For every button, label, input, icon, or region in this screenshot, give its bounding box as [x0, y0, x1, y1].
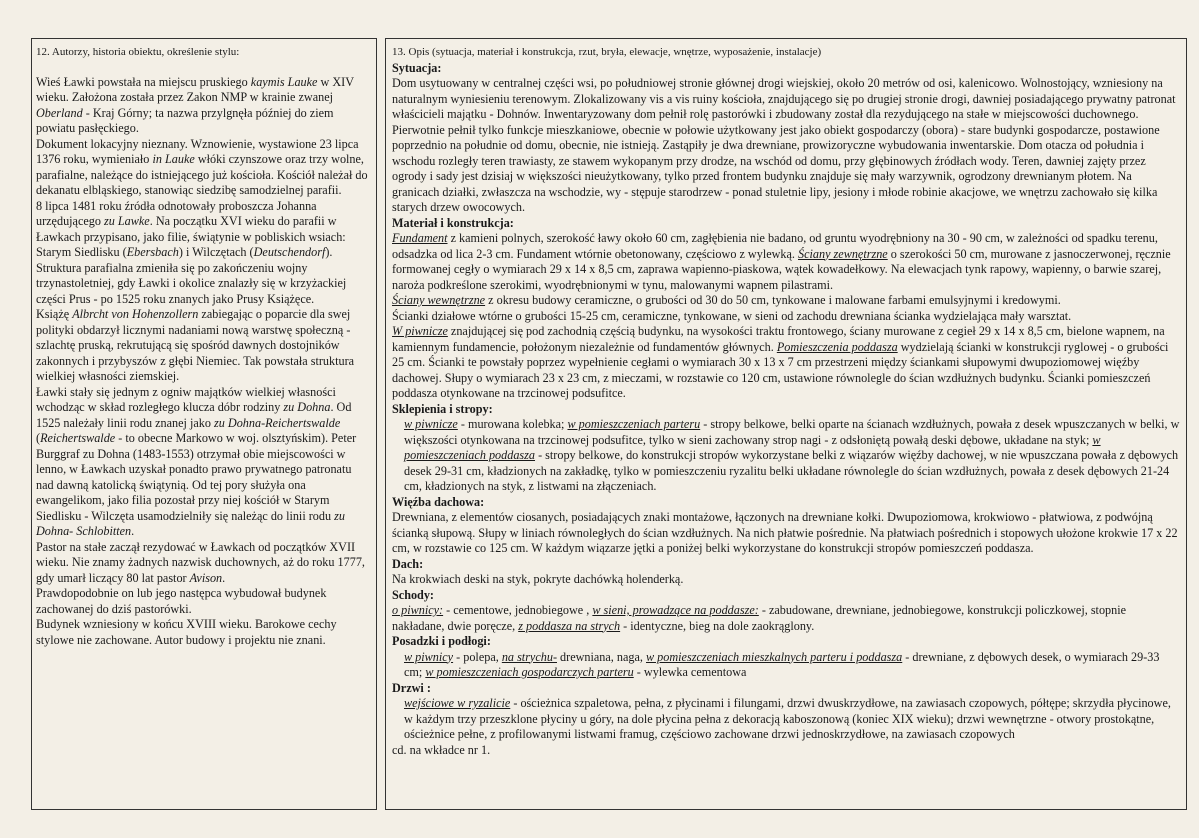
text: Fundament: [392, 231, 448, 245]
text: 8 lipca 1481 roku źródła odnotowały proboszcza Johanna urzędującego: [36, 198, 317, 228]
text: w sieni, prowadzące na poddasze:: [592, 603, 759, 617]
text: - ościeżnica szpaletowa, pełna, z płycinami i filungami, drzwi dwuskrzydłowe, na zawiasach czopowych, półtępe; skrzydła płycinowe, w każdym trzy przeszklone płyciny u góry, na dole płycina pełna z dekoracją kaboszonową (koniec XIX wieku); drzwi wewnętrzne - otwory prostokątne, ościeżnice pełne, z profilowanymi listwami framug, częściowo zachowane drzwi jednoskrzydłowe, na zawiasach czopowych: [404, 696, 1171, 741]
text: w XIV wieku. Założona została przez Zakon NMP w krainie zwanej: [36, 74, 354, 104]
text: w pomieszczeniach parteru: [567, 417, 701, 431]
text: Książę: [36, 307, 73, 321]
material-paragraph: [392, 324, 1180, 402]
text: in Lauke: [152, 152, 195, 166]
subheading-sytuacja: Sytuacja:: [392, 60, 442, 75]
text: w piwnicze: [404, 417, 458, 431]
sytuacja-text: Dom usytuowany w centralnej części wsi, po południowej stronie głównej drogi wiejskiej, około 20 metrów od osi, kalenicowo. Wolnostojący, wzniesiony na naturalnym wyniesieniu terenowym. Zlokalizowany vis a vis ruiny kościoła, znajdującego się po drugiej stronie drogi, dawniej posiadającego prywatny patronat właścicieli majątku - Dohnów. Inwentaryzowany dom pełnił rolę pastorówki i zbudowany został dla rezydującego na stałe w miejscowości duchownego. Pierwotnie pełnił tylko funkcje mieszkaniowe, obecnie w połowie użytkowany jest jako obiekt gospodarczy (obora) - stare budynki gospodarcze, postawione poprzednio na południe od domu, obecnie, nie istnieją. Zastąpiły je dwa drewniane, prowizoryczne wybudowania inwentarskie. Dom otacza od południa i wschodu rozległy teren trawiasty, ze stawem wykopanym przy drodze, na wschód od domu, przy głębinowych źródłach wody. Teren, dawniej zajęty przez ogrody i sady jest dzisiaj w większości nieużytkowany, tylko przed frontem budynku znajduje się mały warzywnik, ogrodzony drewnianym płotem. Na granicach działki, zwłaszcza na wschodzie, wy - stępuje starodrzew - ponad stuletnie lipy, jesiony i młode robinie akacjowe, we wnętrzu zachowało się kilka starych drzew owocowych.: [392, 76, 1176, 214]
history-paragraph: [36, 307, 370, 385]
text: ) i Wilczętach (: [178, 245, 254, 259]
text: z poddasza na strych: [518, 618, 621, 633]
subheading-drzwi: Drzwi :: [392, 680, 431, 695]
description-column: [392, 45, 1180, 758]
text: wydzielają ścianki w konstrukcji ryglowej - o grubości 25 cm. Ścianki te powstały poprzez wypełnienie cegłami o wymiarach 30 x 13 x 7 cm przestrzeni między ściankami słupowymi dwupoziomowej więźby dachowej. Słupy o wymiarach 23 x 23 cm, z mieczami, w rozstawie co 120 cm, ustawione równolegle do ścian wzdłużnych budynku. Ścianki pomieszczeń poddasza otynkowane na trzcinowej podsufitce.: [392, 339, 1169, 400]
text: w pomieszczeniach poddasza: [404, 432, 1101, 462]
history-column: [36, 45, 370, 648]
text: Oberland: [36, 105, 83, 120]
history-paragraph: [36, 75, 370, 137]
text: - drewniane, z dębowych desek, o wymiarach 29-33 cm;: [404, 649, 1160, 679]
text: w pomieszczeniach mieszkalnych parteru i poddasza: [646, 649, 903, 664]
text: . Na początku XVI wieku do parafii w Ławkach przypisano, jako filie, świątynie w pobliskich wsiach: Starym Siedlisku (: [36, 214, 346, 259]
text: zabiegając o poparcie dla swej polityki obdarzył licznymi nadaniami nową warstwę społeczną - szlachtę pruską, rekrutującą się spośród dawnych dostojników zakonnych i przybyszów z głębi Niemiec. Tak powstała struktura wielkiej własności ziemskiej.: [36, 307, 355, 383]
text: Pastor na stałe zaczął rezydować w Ławkach od początków XVII wieku. Nie znamy żadnych nazwisk duchownych, aż do roku 1777, gdy umarł liczący 80 lat pastor: [36, 539, 365, 585]
subheading-dach: Dach:: [392, 556, 424, 571]
text: - wylewka cementowa: [633, 665, 747, 679]
text: w pomieszczeniach gospodarczych parteru: [425, 665, 634, 679]
text: ). Struktura parafialna zmieniła się po zakończeniu wojny trzynastoletniej, gdy Ławki i okolice znalazły się w krzyżackiej części Prus - po 1525 roku znanych jako Prusy Książęce.: [36, 245, 347, 306]
text: Pomieszczenia poddasza: [776, 339, 898, 354]
history-paragraph: [36, 385, 370, 540]
text: zu Lawke: [104, 214, 150, 228]
schody-paragraph: [392, 603, 1180, 634]
text: - to obecne Markowo w woj. olsztyńskim). Peter Burggraf zu Dohna (1483-1553) otrzymał obie miejscowości w lenno, w Ławkach uzyskał ponadto prawo prywatnego patronatu nad dawną katolicką świątynią. Od tej pory służyła ona ewangelikom, jako filia pozostał przy niej kościół w Starym Siedlisku - Wilczęta usamodzielniły się należąc do linii rodu: [36, 431, 357, 523]
text: (: [36, 431, 41, 445]
text: zu Dohna-Reichertswalde: [214, 415, 341, 430]
text: z okresu budowy ceramiczne, o grubości od 30 do 50 cm, tynkowane i malowane farbami emulsyjnymi i kredowymi.: [485, 293, 1061, 307]
text: kaymis Lauke: [250, 74, 318, 89]
text: .: [131, 524, 135, 538]
text: Ebersbach: [126, 245, 179, 259]
text: Albrcht von Hohenzollern: [72, 307, 199, 321]
text: Dokument lokacyjny nieznany. Wznowienie, wystawione 23 lipca 1376 roku, wymieniało: [36, 136, 359, 166]
text: - polepa,: [453, 649, 502, 664]
text: W piwnicze: [392, 324, 448, 338]
continuation-note: cd. na wkładce nr 1.: [392, 742, 491, 757]
history-paragraph: [36, 137, 370, 199]
history-paragraph: [36, 199, 370, 308]
sklepienia-paragraph: [392, 417, 1180, 495]
text: .: [222, 570, 226, 585]
material-paragraph: Ścianki działowe wtórne o grubości 15-25 cm, ceramiczne, tynkowane, w sieni od zachodu drewniana ścianka wydzielająca mały warsztat.: [392, 308, 1072, 323]
text: Ściany zewnętrzne: [798, 246, 888, 261]
drzwi-paragraph: [392, 696, 1180, 743]
subheading-posadzki: Posadzki i podłogi:: [392, 634, 491, 648]
text: Ściany wewnętrzne: [392, 293, 486, 307]
text: o piwnicy:: [392, 603, 444, 617]
subheading-wiezba: Więźba dachowa:: [392, 494, 485, 509]
text: w piwnicy: [404, 649, 454, 664]
history-paragraph: Budynek wzniesiony w końcu XVIII wieku. Barokowe cechy stylowe nie zachowane. Autor budowy i projektu nie znani.: [36, 617, 337, 647]
text: drewniana, naga,: [557, 649, 646, 664]
section-13-header: 13. Opis (sytuacja, materiał i konstrukcja, rzut, bryła, elewacje, wnętrze, wyposażenie, instalacje): [392, 46, 822, 58]
history-paragraph: Prawdopodobnie on lub jego następca wybudował budynek zachowanej do dziś pastorówki.: [36, 586, 327, 616]
subheading-material: Materiał i konstrukcja:: [392, 215, 514, 230]
text: wejściowe w ryzalicie: [404, 696, 511, 710]
text: - murowana kolebka;: [457, 417, 568, 431]
history-paragraph: [36, 540, 370, 587]
text: - identyczne, bieg na dole zaokrąglony.: [620, 618, 815, 633]
text: znajdującej się pod zachodnią częścią budynku, na wysokości traktu frontowego, ściany murowane z cegieł 29 x 14 x 8,5 cm, bielone wapnem, na kamiennym fundamencie, położonym niezależnie od fundamentów głównych.: [392, 324, 1165, 354]
text: włóki czynszowe oraz trzy wolne, parafialne, należące do istniejącego już kościoła. Kościół należał do dekanatu elbląskiego, stanowiąc siedzibę samodzielnej parafii.: [36, 152, 368, 197]
wiezba-text: Drewniana, z elementów ciosanych, posiadających znaki montażowe, łączonych na drewniane kołki. Dwupoziomowa, krokwiowo - płatwiowa, z podwójną ścianką słupową. Słupy w liniach równoległych do ścian wzdłużnych. Na nich płatwie pośrednie. Na płatwiach pośrednich i stopowych ułożone krokwie 17 x 22 cm, w rozstawie co 125 cm. W każdym wiązarze jętki a poniżej belki wykorzystane do konstrukcji stropów pomieszczeń poddasza.: [392, 510, 1178, 555]
text: o szerokości 50 cm, murowane z jasnoczerwonej, ręcznie formowanej cegły o wymiarach 29 x 14 x 8,5 cm, zaprawa wapienno-piaskowa, wątek kowadełkowy. Na elewacjach tynk rapowy, wapienny, o barwie szarej, naroża podkreślone szerokimi, wyodrębnionymi w tynu, malowanymi wapnem pilastrami.: [392, 246, 1171, 292]
text: na strychu-: [501, 649, 557, 664]
text: - Kraj Górny; ta nazwa przylgnęła później do ziem powiatu pasłęckiego.: [36, 105, 334, 135]
text: - stropy belkowe, do konstrukcji stropów wykorzystane belki z wiązarów więźby dachowej, w nie wpuszczana powała z dębowych desek 29-31 cm, kładzionych na zakładkę, tylko w pomieszczeniu ryzalitu belki układane równolegle do ścian wzdłużnych, powała z desek dębowych 21-24 cm, kładzionych na styk, z listwami na złączeniach.: [404, 448, 1179, 493]
text: zu Dohna: [283, 400, 331, 414]
material-paragraph: [392, 293, 1180, 309]
section-12-header: 12. Autorzy, historia obiektu, określenie stylu:: [36, 46, 240, 58]
text: zu Dohna- Schlobitten: [36, 508, 345, 538]
text: - cementowe, jednobiegowe ,: [443, 603, 593, 617]
text: Ławki stały się jednym z ogniw majątków wielkiej własności wchodząc w skład rozległego klucza dóbr rodziny: [36, 384, 336, 414]
text: Reichertswalde: [40, 431, 116, 445]
text: - zabudowane, drewniane, jednobiegowe, konstrukcji policzkowej, stopnie nakładane, dwie poręcze,: [392, 603, 1127, 633]
text: - stropy belkowe, belki oparte na ścianach wzdłużnych, powała z desek wpuszczanych w belki, w większości otynkowana na trzcinowej podsufitce, tylko w sieni zachowany strop nagi - z odsłoniętą powałą deski dębowe, układane na styk;: [404, 417, 1180, 447]
subheading-sklepienia: Sklepienia i stropy:: [392, 401, 493, 416]
text: . Od 1525 należały linii rodu znanej jako: [36, 400, 352, 430]
text: Deutschendorf: [253, 245, 326, 259]
subheading-schody: Schody:: [392, 587, 434, 602]
text: Wieś Ławki powstała na miejscu pruskiego: [36, 74, 251, 89]
text: z kamieni polnych, szerokość ławy około 60 cm, zagłębienia nie badano, od gruntu wyodrębniony na 30 - 90 cm, w zależności od spadku terenu, odsadzka od lica 2-3 cm. Fundament wtórnie obetonowany, częściowo z wylewką.: [392, 231, 1158, 261]
posadzki-paragraph: [392, 650, 1180, 681]
material-paragraph: [392, 231, 1180, 293]
text: Avison: [189, 570, 223, 585]
dach-text: Na krokwiach deski na styk, pokryte dachówką holenderką.: [392, 572, 684, 586]
